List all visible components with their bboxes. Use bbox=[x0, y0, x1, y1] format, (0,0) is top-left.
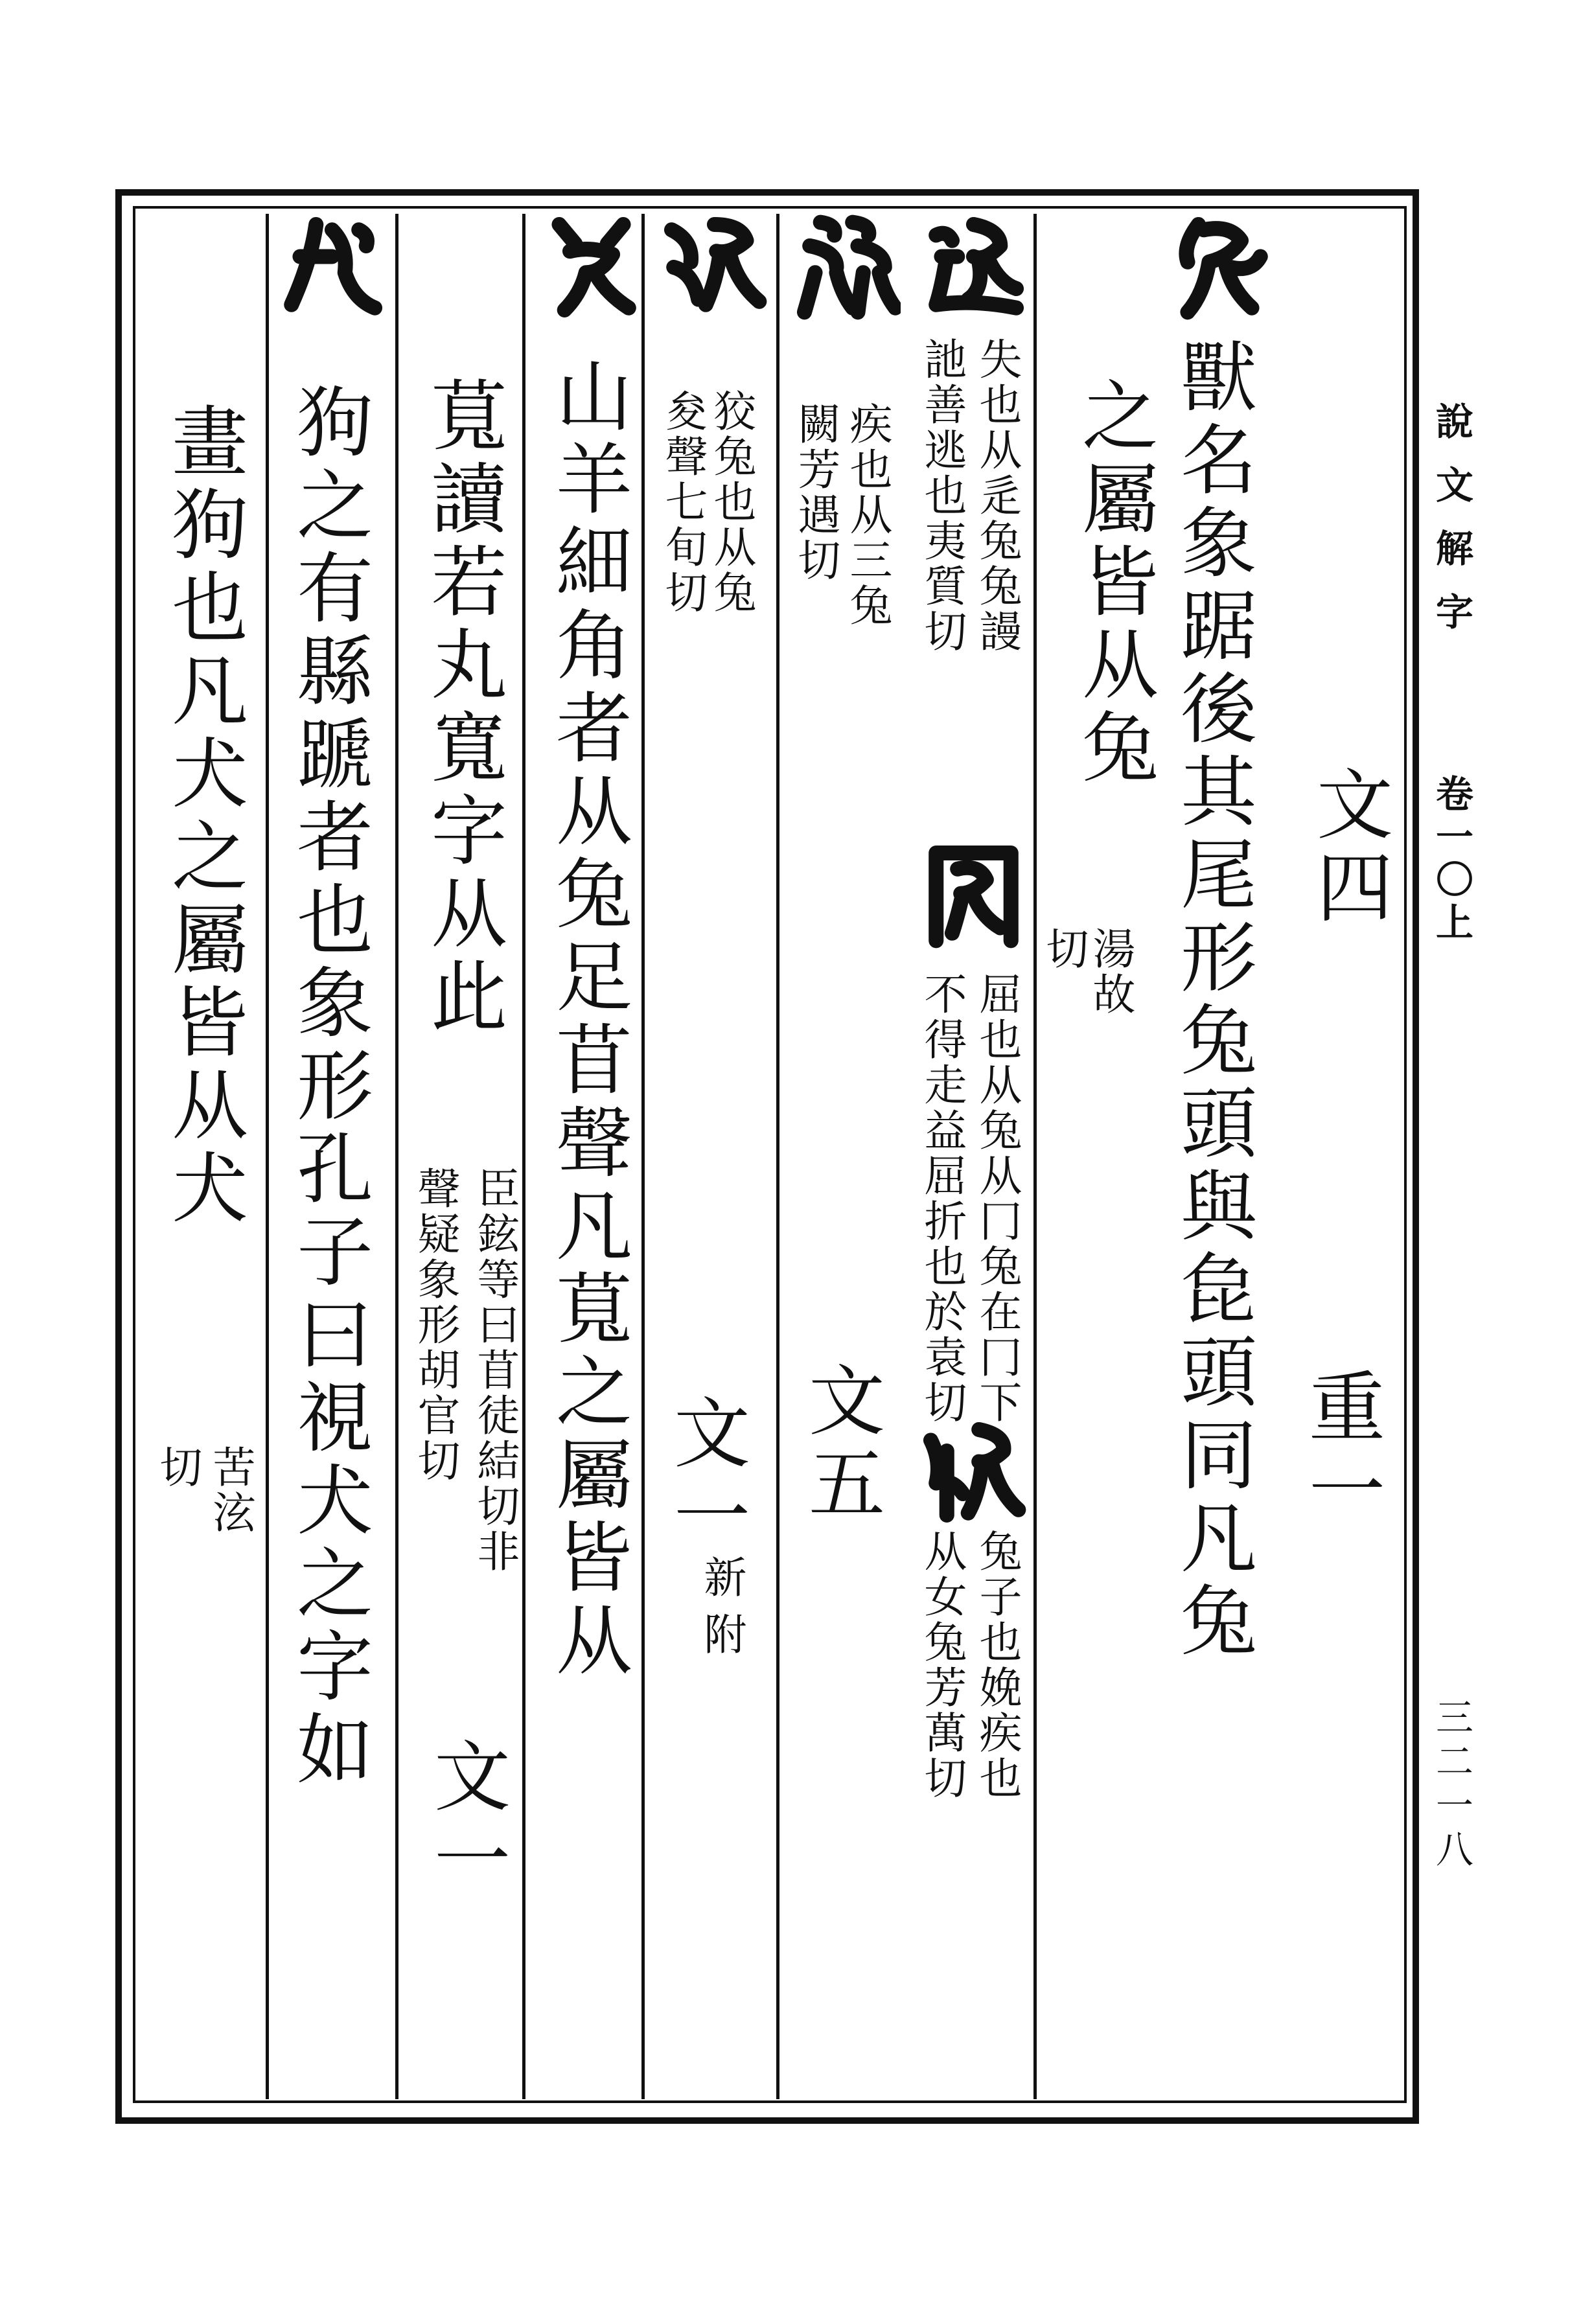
gloss-text: 屈也从兔从冂兔在冂下 bbox=[972, 972, 1022, 1425]
annotation: 湯故 bbox=[1085, 926, 1135, 1017]
gloss-text: 訑善逃也夷質切 bbox=[917, 337, 967, 654]
seal-huan-icon bbox=[538, 214, 645, 321]
entry-text: 獸名象踞後其尾形兔頭與㲋頭同凡兔 bbox=[1168, 337, 1257, 1664]
gloss-text: 狡兔也从兔 bbox=[706, 389, 756, 616]
annotation: 聲疑象形胡官切 bbox=[410, 1166, 460, 1484]
annotation: 臣鉉等曰苜徒結切非 bbox=[470, 1166, 520, 1574]
column-rule bbox=[776, 214, 779, 2099]
entry-text: 萈讀若丸寬字从此 bbox=[418, 376, 507, 1039]
column-rule bbox=[395, 214, 398, 2099]
count-label: 文四 bbox=[1304, 765, 1393, 930]
count-label: 重一 bbox=[1296, 1367, 1385, 1533]
gloss-text: 从女兔芳萬切 bbox=[917, 1529, 967, 1801]
seal-jun-icon bbox=[661, 214, 768, 321]
page-number: 三二一八 bbox=[1429, 1697, 1473, 1874]
column-rule bbox=[522, 214, 525, 2099]
gloss-text: 不得走益屈折也於袁切 bbox=[917, 972, 967, 1425]
seal-quan-icon bbox=[279, 214, 386, 321]
count-label: 文一 bbox=[661, 1393, 750, 1559]
annotation: 苦泫 bbox=[205, 1445, 255, 1536]
book-title: 說文解字 bbox=[1429, 402, 1473, 656]
gloss-text: 失也从辵兔兔謾 bbox=[972, 337, 1022, 654]
seal-tu-icon bbox=[1166, 214, 1273, 321]
entry-text: 畫狗也凡犬之屬皆从犬 bbox=[159, 402, 248, 1231]
gloss-text: 疾也从三兔 bbox=[842, 402, 892, 628]
gloss-text: 兔子也娩疾也 bbox=[972, 1529, 1022, 1801]
entry-text: 山羊細角者从兔足苜聲凡萈之屬皆从 bbox=[543, 356, 632, 1683]
column-rule bbox=[641, 214, 645, 2099]
gloss-text: 闕芳遇切 bbox=[791, 402, 840, 583]
count-label: 文一 bbox=[421, 1736, 511, 1902]
seal-yuan-icon bbox=[920, 842, 1027, 949]
seal-fan-icon bbox=[920, 1419, 1027, 1526]
seal-fu-icon bbox=[794, 214, 901, 321]
column-rule bbox=[1033, 214, 1037, 2099]
volume-label: 卷一〇上 bbox=[1429, 774, 1473, 945]
gloss-text: 夋聲七旬切 bbox=[658, 389, 708, 616]
entry-text: 之屬皆从兔 bbox=[1069, 376, 1159, 790]
newly-appended-note: 新附 bbox=[697, 1555, 746, 1669]
annotation: 切 bbox=[1039, 926, 1089, 972]
annotation: 切 bbox=[152, 1445, 202, 1490]
column-rule bbox=[266, 214, 269, 2099]
entry-text: 狗之有縣蹏者也象形孔子曰視犬之字如 bbox=[284, 382, 373, 1792]
count-label: 文五 bbox=[796, 1361, 885, 1526]
seal-yi-icon bbox=[920, 214, 1027, 321]
